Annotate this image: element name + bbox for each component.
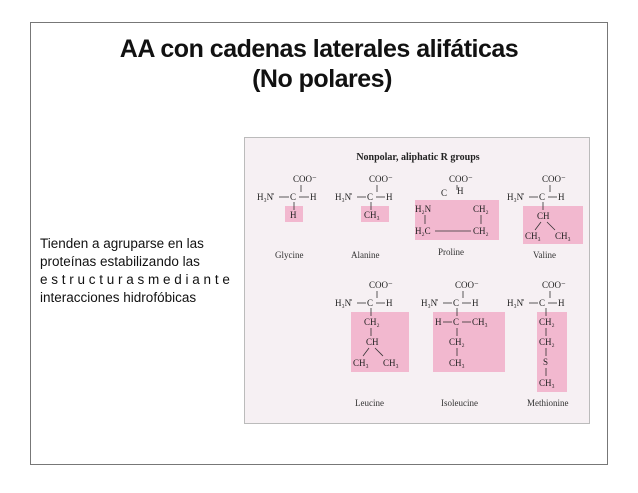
glycine-r-h: H xyxy=(290,210,297,220)
valine-ch3-a: CH₃ xyxy=(525,231,541,241)
leucine-c: C xyxy=(367,298,374,308)
proline-h2n-top: H₂N xyxy=(415,204,432,214)
valine-ch: CH xyxy=(537,211,550,221)
valine-name: Valine xyxy=(533,250,556,260)
isoleucine-c: C xyxy=(453,298,460,308)
leucine-h: H xyxy=(386,298,393,308)
alanine-h: H xyxy=(386,192,393,202)
figure-header: Nonpolar, aliphatic R groups xyxy=(356,152,480,163)
isoleucine-structure xyxy=(421,280,505,408)
methionine-s: S xyxy=(543,357,549,367)
isoleucine-coo: COO⁻ xyxy=(455,280,479,290)
proline-name: Proline xyxy=(438,247,464,257)
leucine-name: Leucine xyxy=(355,398,384,408)
amino-acid-figure xyxy=(244,137,590,424)
methionine-h: H xyxy=(558,298,565,308)
leucine-h3n: H₃N̊ xyxy=(335,298,352,308)
slide-title xyxy=(0,34,638,94)
leucine-ch2: CH₂ xyxy=(364,317,380,327)
isoleucine-ch3-top: CH₃ xyxy=(472,317,488,327)
proline-structure xyxy=(415,174,499,257)
proline-ch2-a: CH₂ xyxy=(473,204,489,214)
glycine-coo: COO⁻ xyxy=(293,174,317,184)
body-line-1: Tienden a agruparse en las xyxy=(40,236,204,251)
isoleucine-h-left: H xyxy=(435,317,442,327)
leucine-ch3-b: CH₃ xyxy=(383,358,399,368)
methionine-coo: COO⁻ xyxy=(542,280,566,290)
alanine-h3n: H₃N̊ xyxy=(335,192,352,202)
methionine-ch3: CH₃ xyxy=(539,378,555,388)
title-line-1: AA con cadenas laterales alifáticas xyxy=(119,35,519,63)
isoleucine-ch3-bottom: CH₃ xyxy=(449,358,465,368)
methionine-name: Methionine xyxy=(527,398,569,408)
proline-coo: COO⁻ xyxy=(449,174,473,184)
isoleucine-c2: C xyxy=(453,317,460,327)
body-line-2: proteínas estabilizando las xyxy=(40,254,200,269)
alanine-coo: COO⁻ xyxy=(369,174,393,184)
alanine-r-ch3: CH₃ xyxy=(364,210,380,220)
alanine-structure xyxy=(335,174,393,260)
valine-coo: COO⁻ xyxy=(542,174,566,184)
glycine-c: C xyxy=(290,192,297,202)
proline-c: C xyxy=(441,188,448,198)
methionine-ch2-b: CH₂ xyxy=(539,337,555,347)
isoleucine-ch2: CH₂ xyxy=(449,337,465,347)
leucine-ch3-a: CH₃ xyxy=(353,358,369,368)
leucine-coo: COO⁻ xyxy=(369,280,393,290)
methionine-h3n: H₃N̊ xyxy=(507,298,524,308)
glycine-structure xyxy=(257,174,317,260)
methionine-structure xyxy=(507,280,569,408)
valine-c: C xyxy=(539,192,546,202)
alanine-name: Alanine xyxy=(351,250,380,260)
valine-structure xyxy=(507,174,583,260)
isoleucine-name: Isoleucine xyxy=(441,398,478,408)
glycine-name: Glycine xyxy=(275,250,304,260)
structures-svg xyxy=(245,138,591,425)
glycine-h3n: H₃N̊ xyxy=(257,192,274,202)
body-line-4: interacciones hidrofóbicas xyxy=(40,290,197,305)
isoleucine-r-box xyxy=(433,312,505,372)
valine-h: H xyxy=(558,192,565,202)
methionine-ch2-a: CH₂ xyxy=(539,317,555,327)
methionine-c: C xyxy=(539,298,546,308)
isoleucine-h: H xyxy=(472,298,479,308)
title-line-2: (No polares) xyxy=(252,65,392,93)
proline-h: H xyxy=(457,186,464,196)
leucine-ch: CH xyxy=(366,337,379,347)
valine-ch3-b: CH₃ xyxy=(555,231,571,241)
body-text xyxy=(40,235,244,307)
isoleucine-h3n: H₃N̊ xyxy=(421,298,438,308)
body-line-3: e s t r u c t u r a s m e d i a n t e xyxy=(40,272,230,287)
glycine-h: H xyxy=(310,192,317,202)
proline-ch2-b: CH₂ xyxy=(473,226,489,236)
proline-h2c: H₂C xyxy=(415,226,431,236)
leucine-structure xyxy=(335,280,409,408)
alanine-c: C xyxy=(367,192,374,202)
valine-h3n: H₃N̊ xyxy=(507,192,524,202)
